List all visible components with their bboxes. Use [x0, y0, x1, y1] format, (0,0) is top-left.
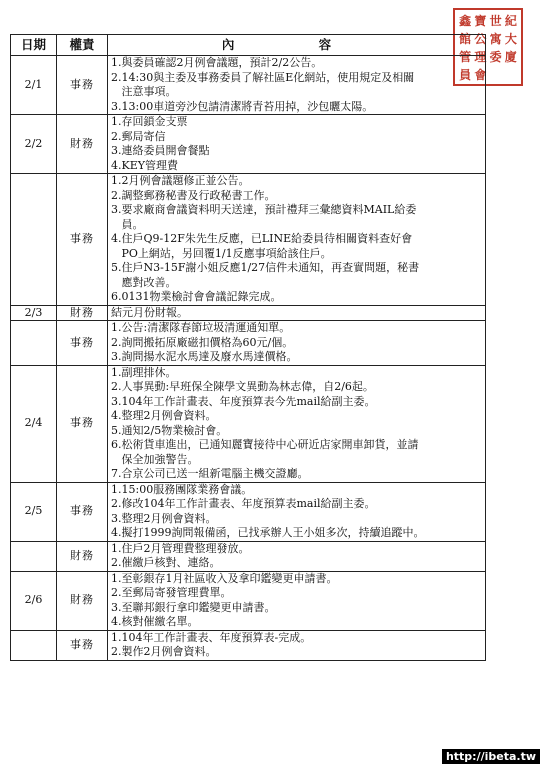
- watermark: http://ibeta.tw: [442, 749, 540, 764]
- row-content: [108, 541, 486, 571]
- table-row: [11, 365, 486, 482]
- table-row: [11, 305, 486, 321]
- work-log-table: [10, 34, 486, 661]
- content-line: 2.催繳戶核對、連絡。: [111, 556, 221, 569]
- row-content: [108, 115, 486, 174]
- row-date: [11, 541, 57, 571]
- content-line: 1.2月例會議題修正並公告。: [111, 174, 250, 187]
- table-row: [11, 482, 486, 541]
- content-line: 1.104年工作計畫表、年度預算表-完成。: [111, 630, 312, 644]
- row-date: 2/2: [11, 115, 57, 174]
- row-content: [108, 365, 486, 482]
- seal-char: 鑫: [459, 14, 472, 28]
- row-role: 事務: [57, 630, 108, 660]
- row-date: [11, 630, 57, 660]
- seal-char: 紀: [504, 14, 517, 28]
- content-line: 1.副理排休。: [111, 365, 177, 379]
- content-line: 3.詢問揚水泥水馬達及廢水馬達價格。: [111, 350, 298, 363]
- seal-char: 理: [474, 50, 487, 64]
- row-role: 事務: [57, 321, 108, 366]
- row-role: 事務: [57, 174, 108, 306]
- row-date: [11, 174, 57, 306]
- seal-char: 世: [489, 14, 502, 28]
- table-header-row: [11, 35, 486, 56]
- header-content: 內 容: [108, 35, 486, 56]
- row-content: [108, 482, 486, 541]
- content-line: 1.存回鎖金支票: [111, 115, 188, 128]
- header-date: 日期: [11, 35, 57, 56]
- content-line: 2.至郵局寄發管理費單。: [111, 586, 232, 599]
- seal-char: [504, 67, 518, 84]
- content-line: 3.連絡委員開會餐點: [111, 144, 210, 157]
- content-line: 4.住戶Q9-12F朱先生反應，已LINE給委員待相關資料查好會: [111, 232, 413, 245]
- row-date: 2/5: [11, 482, 57, 541]
- content-line: 5.通知2/5物業檢討會。: [111, 423, 228, 437]
- seal-char: 委: [489, 50, 502, 64]
- table-row: [11, 321, 486, 366]
- row-role: 事務: [57, 482, 108, 541]
- content-line: 3.至聯邦銀行拿印鑑變更申請書。: [111, 600, 276, 614]
- content-line: 4.核對催繳名單。: [111, 615, 199, 628]
- content-line: 3.要求廠商會議資料明天送達，預計禮拜三彙總資料MAIL給委: [111, 203, 417, 216]
- content-line: 應對改善。: [111, 275, 177, 289]
- row-content: [108, 321, 486, 366]
- row-role: 財務: [57, 571, 108, 630]
- content-line: 3.整理2月例會資料。: [111, 511, 217, 525]
- content-line: 5.住戶N3-15F謝小姐反應1/27信件未通知，再查實問題，秘書: [111, 261, 420, 274]
- table-row: [11, 571, 486, 630]
- table-row: [11, 630, 486, 660]
- content-line: 2.修改104年工作計畫表、年度預算表mail給副主委。: [111, 497, 376, 510]
- seal-char: 會: [474, 68, 487, 82]
- content-line: 4.擬打1999詢問報備函，已找承辦人王小姐多次，持續追蹤中。: [111, 526, 425, 539]
- content-line: 3.104年工作計畫表、年度預算表今先mail給副主委。: [111, 394, 376, 408]
- row-content: [108, 305, 486, 321]
- seal-char: 寶: [474, 14, 487, 28]
- content-line: 1.15:00服務團隊業務會議。: [111, 482, 253, 496]
- content-line: 6.0131物業檢討會會議記錄完成。: [111, 290, 282, 303]
- seal-char: 廈: [504, 50, 517, 64]
- row-role: 事務: [57, 56, 108, 115]
- content-line: 1.住戶2月管理費整理發放。: [111, 541, 250, 555]
- row-date: 2/1: [11, 56, 57, 115]
- row-content: [108, 571, 486, 630]
- content-line: 結元月份財報。: [111, 305, 188, 319]
- row-content: [108, 630, 486, 660]
- content-line: 6.松術貨車進出，已通知麗寶接待中心研近店家開車卸貨，並請: [111, 438, 419, 451]
- seal-char: [489, 67, 503, 84]
- seal-char: 大: [504, 32, 517, 46]
- table-row: [11, 541, 486, 571]
- row-date: [11, 321, 57, 366]
- table-row: [11, 56, 486, 115]
- content-line: 1.與委員確認2月例會議題，預計2/2公告。: [111, 56, 323, 69]
- content-line: 4.KEY管理費: [111, 158, 179, 172]
- content-line: 保全加強警告。: [111, 452, 199, 466]
- row-content: [108, 174, 486, 306]
- seal-char: 員: [459, 68, 472, 82]
- content-line: 7.合京公司已送一組新電腦主機交證廳。: [111, 467, 309, 480]
- header-role: 權責: [57, 35, 108, 56]
- row-role: 財務: [57, 115, 108, 174]
- row-role: 財務: [57, 541, 108, 571]
- seal-char: 寓: [489, 32, 502, 46]
- content-line: 2.郵局寄信: [111, 129, 166, 143]
- row-date: 2/3: [11, 305, 57, 321]
- row-role: 事務: [57, 365, 108, 482]
- content-line: 2.調整郵務秘書及行政秘書工作。: [111, 188, 276, 202]
- content-line: 注意事項。: [111, 85, 177, 98]
- content-line: 1.至彰銀存1月社區收入及拿印鑑變更申請書。: [111, 571, 338, 585]
- content-line: 2.14:30與主委及事務委員了解社區E化網站，使用規定及相關: [111, 70, 415, 84]
- table-row: [11, 174, 486, 306]
- row-date: 2/4: [11, 365, 57, 482]
- seal-char: 管: [459, 50, 472, 64]
- content-line: 員。: [111, 217, 144, 231]
- row-date: 2/6: [11, 571, 57, 630]
- content-line: 1.公告:清潔隊春節垃圾清運通知單。: [111, 321, 291, 334]
- seal-char: 公: [474, 32, 487, 46]
- row-role: 財務: [57, 305, 108, 321]
- row-content: [108, 56, 486, 115]
- content-line: 4.整理2月例會資料。: [111, 409, 217, 422]
- content-line: 3.13:00車道旁沙包請清潔將青苔用掉，沙包曬太陽。: [111, 99, 374, 113]
- content-line: 2.人事異動:早班保全陳學文異動為林志偉，自2/6起。: [111, 380, 374, 393]
- content-line: 2.詢問搬拓原廠磁扣價格為60元/個。: [111, 335, 294, 349]
- table-row: [11, 115, 486, 174]
- content-line: PO上網站，另回覆1/1反應事項給該住戶。: [111, 246, 332, 260]
- content-line: 2.製作2月例會資料。: [111, 645, 217, 658]
- seal-char: 館: [459, 32, 472, 46]
